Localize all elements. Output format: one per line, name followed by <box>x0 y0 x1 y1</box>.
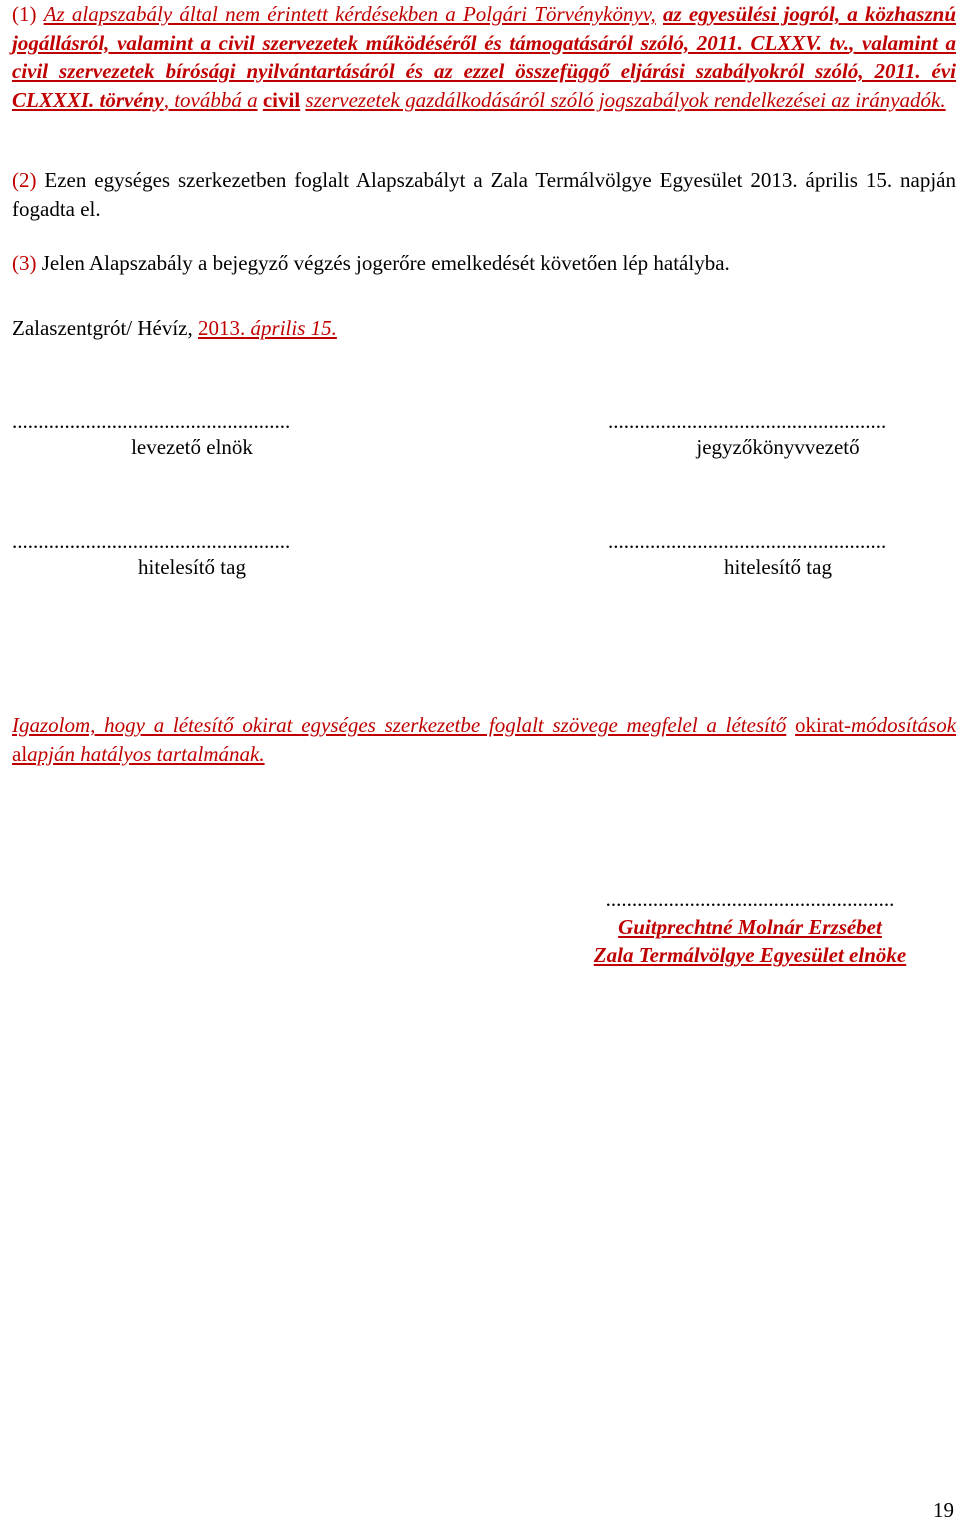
certification-segment-3: módosítások <box>851 713 957 737</box>
paragraph-1-segment-2: az egyesülési jogról, a közhasznú jogállásról, valamint a civil szervezetek működéséről és támogatásáról szóló, 2011. CLXXV. tv. <box>12 2 957 55</box>
paragraph-1-segment-6: szervezetek gazdálkodásáról szóló jogszabályok rendelkezései az irányadók. <box>305 87 946 112</box>
page-number: 19 <box>933 1498 954 1522</box>
signature-label-recorder: jegyzőkönyvvezető <box>696 435 860 459</box>
closing-name: Guitprechtné Molnár Erzsébet <box>618 915 882 939</box>
paragraph-1-segment-3: , valamint a civil szervezetek bírósági nyilvántartásáról és az ezzel összefüggő eljárási szabályokról szóló, 2011. évi CLXXXI. törvény <box>12 30 956 112</box>
paragraph-1-number: (1) <box>12 2 37 26</box>
date-year: 2013. <box>198 316 246 340</box>
certification-segment-4: al <box>12 741 28 766</box>
signature-label-authenticator-left: hitelesítő tag <box>138 555 246 579</box>
paragraph-3-number: (3) <box>12 251 37 275</box>
paragraph-3 <box>12 249 956 278</box>
date-month-day: április 15. <box>250 316 337 340</box>
signature-line-recorder: ..................................................... <box>608 409 887 433</box>
closing-title: Zala Termálvölgye Egyesület elnöke <box>593 943 907 967</box>
signature-label-chairman: levezető elnök <box>131 435 253 459</box>
signature-line-authenticator-left: ..................................................... <box>12 529 291 553</box>
paragraph-1-segment-5: civil <box>262 87 301 112</box>
certification-statement <box>12 711 956 768</box>
closing-signature-line: ....................................................... <box>605 887 895 911</box>
signature-label-authenticator-right: hitelesítő tag <box>724 555 832 579</box>
paragraph-1-segment-4: , továbbá a <box>163 87 258 112</box>
certification-segment-2: okirat- <box>795 713 852 737</box>
certification-segment-1: Igazolom, hogy a létesítő okirat egységes szerkezetbe foglalt szövege megfelel a létesítő <box>12 713 787 737</box>
place-text: Zalaszentgrót/ Hévíz, <box>12 316 193 340</box>
paragraph-2 <box>12 166 956 223</box>
paragraph-1 <box>12 0 956 114</box>
paragraph-3-text: Jelen Alapszabály a bejegyző végzés jogerőre emelkedését követően lép hatályba. <box>41 251 730 275</box>
certification-segment-5: apján hatályos tartalmának. <box>27 741 265 766</box>
place-date-line <box>12 314 956 343</box>
paragraph-1-segment-1: Az alapszabály által nem érintett kérdésekben a Polgári Törvénykönyv, <box>43 2 656 26</box>
paragraph-2-number: (2) <box>12 168 37 192</box>
paragraph-2-text: Ezen egységes szerkezetben foglalt Alapszabályt a Zala Termálvölgye Egyesület 2013. április 15. napján fogadta el. <box>12 168 957 221</box>
signature-line-chairman: ..................................................... <box>12 409 291 433</box>
signature-line-authenticator-right: ..................................................... <box>608 529 887 553</box>
